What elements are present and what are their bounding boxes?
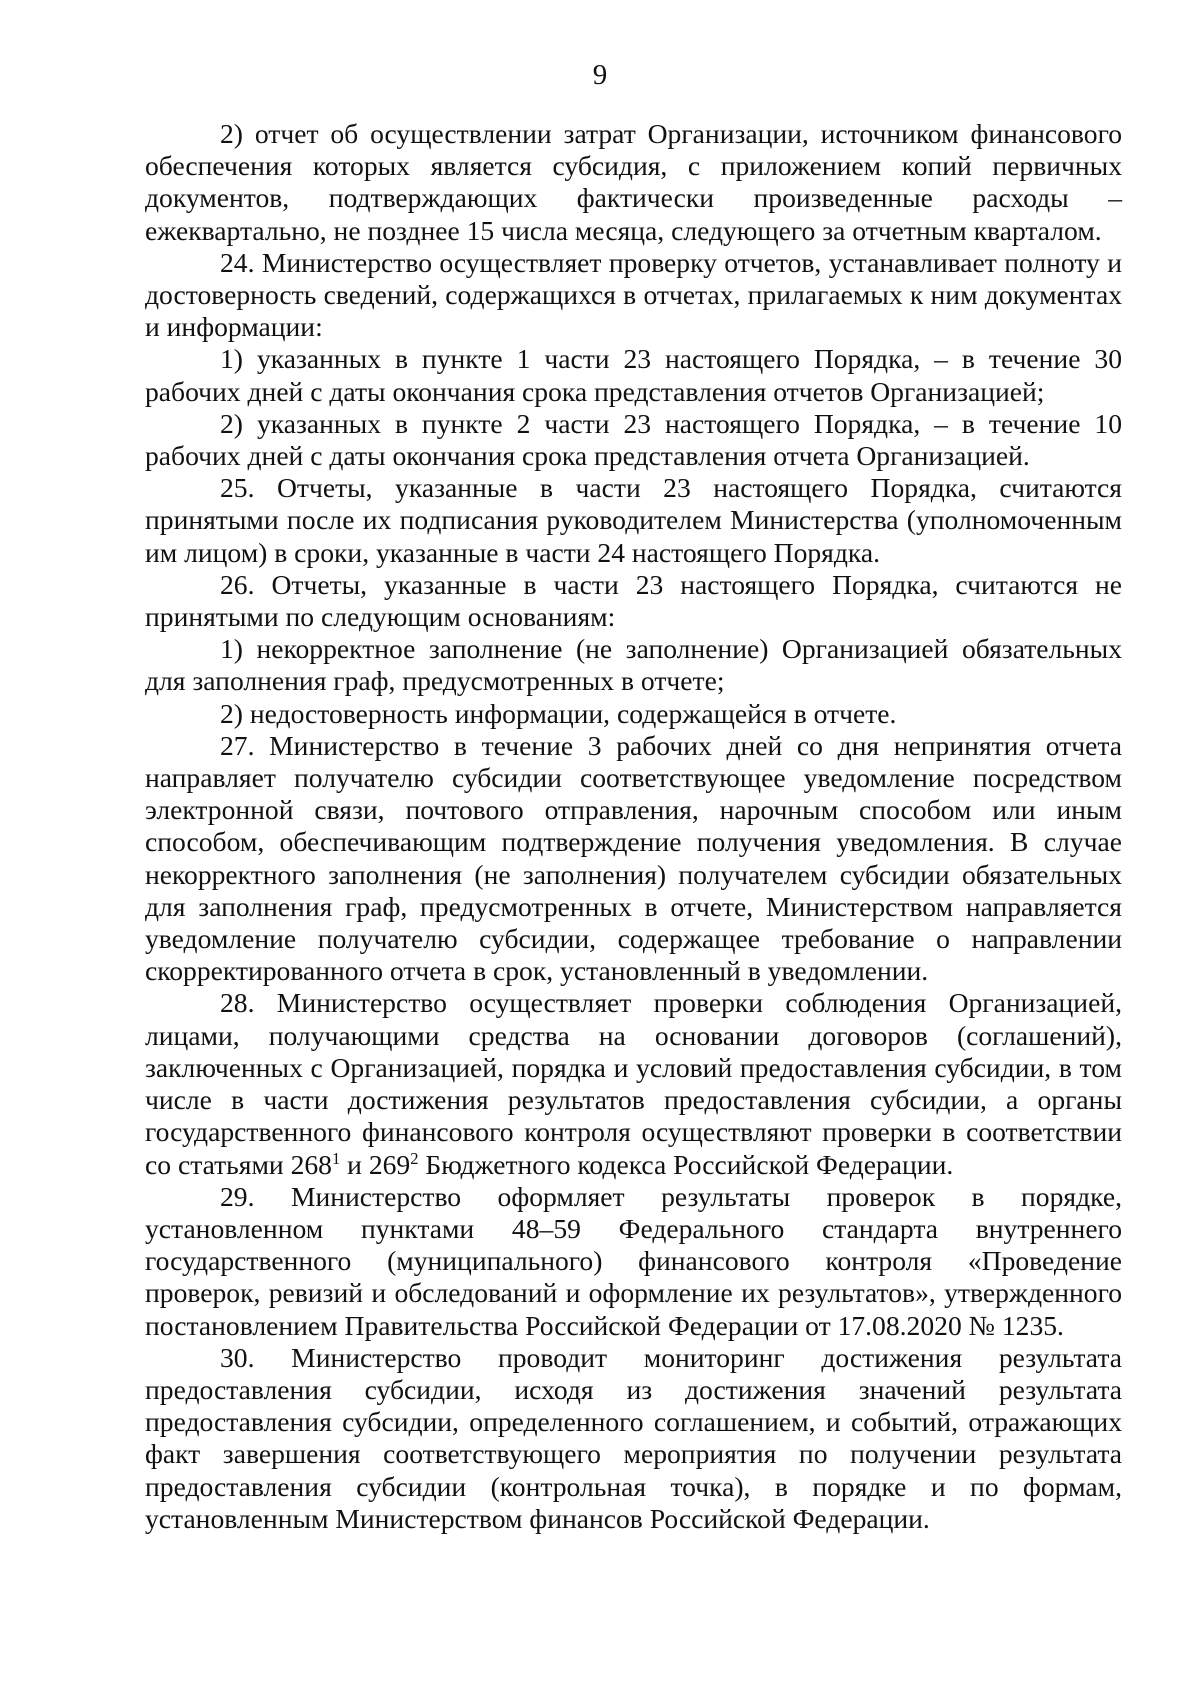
paragraph-29: 29. Министерство оформляет результаты проверок в порядке, установленном пунктами 48–59 Федерального стандарта внутреннего государственного (муниципального) финансового контроля «Проведение проверок, ревизий и обследований и оформление их результатов», утвержденного постановлением Правительства Российской Федерации от 17.08.2020 № 1235.: [145, 1180, 1122, 1341]
paragraph-26-2: 2) недостоверность информации, содержащейся в отчете.: [220, 697, 897, 729]
superscript-2: 2: [410, 1148, 419, 1168]
paragraph-28-text-after: Бюджетного кодекса Российской Федерации.: [418, 1148, 954, 1180]
paragraph-27: 27. Министерство в течение 3 рабочих дней со дня непринятия отчета направляет получателю субсидии соответствующее уведомление посредством электронной связи, почтового отправления, нарочным способом или иным способом, обеспечивающим подтверждение получения уведомления. В случае некорректного заполнения (не заполнения) получателем субсидии обязательных для заполнения граф, предусмотренных в отчете, Министерством направляется уведомление получателю субсидии, содержащее требование о направлении скорректированного отчета в срок, установленный в уведомлении.: [145, 729, 1122, 987]
paragraph-30: 30. Министерство проводит мониторинг достижения результата предоставления субсидии, исходя из достижения значений результата предоставления субсидии, определенного соглашением, и событий, отражающих факт завершения соответствующего мероприятия по получении результата предоставления субсидии (контрольная точка), в порядке и по формам, установленным Министерством финансов Российской Федерации.: [145, 1341, 1122, 1534]
paragraph-24-1: 1) указанных в пункте 1 части 23 настоящего Порядка, – в течение 30 рабочих дней с даты окончания срока представления отчетов Организацией;: [145, 343, 1122, 407]
paragraph-28-text-middle: и 269: [340, 1148, 411, 1180]
paragraph-24-2: 2) указанных в пункте 2 части 23 настоящего Порядка, – в течение 10 рабочих дней с даты окончания срока представления отчета Организацией.: [145, 407, 1122, 472]
paragraph-26: 26. Отчеты, указанные в части 23 настоящего Порядка, считаются не принятыми по следующим основаниям:: [145, 568, 1122, 633]
page-number: 9: [592, 59, 608, 91]
paragraph-23-2: 2) отчет об осуществлении затрат Организации, источником финансового обеспечения которых является субсидия, с приложением копий первичных документов, подтверждающих фактически произведенные расходы – ежеквартально, не позднее 15 числа месяца, следующего за отчетным кварталом.: [145, 118, 1122, 246]
paragraph-26-1: 1) некорректное заполнение (не заполнение) Организацией обязательных для заполнения граф, предусмотренных в отчете;: [145, 633, 1122, 697]
document-body: [145, 118, 1122, 1535]
paragraph-25: 25. Отчеты, указанные в части 23 настоящего Порядка, считаются принятыми после их подписания руководителем Министерства (уполномоченным им лицом) в сроки, указанные в части 24 настоящего Порядка.: [145, 472, 1122, 568]
paragraph-28-text-before: 28. Министерство осуществляет проверки соблюдения Организацией, лицами, получающими средства на основании договоров (соглашений), заключенных с Организацией, порядка и условий предоставления субсидии, в том числе в части достижения результатов предоставления субсидии, а органы государственного финансового контроля осуществляют проверки в соответствии со статьями 268: [145, 987, 1122, 1180]
paragraph-24: 24. Министерство осуществляет проверку отчетов, устанавливает полноту и достоверность сведений, содержащихся в отчетах, прилагаемых к ним документах и информации:: [145, 246, 1122, 343]
superscript-1: 1: [331, 1148, 341, 1168]
paragraph-28: [145, 987, 1122, 1180]
